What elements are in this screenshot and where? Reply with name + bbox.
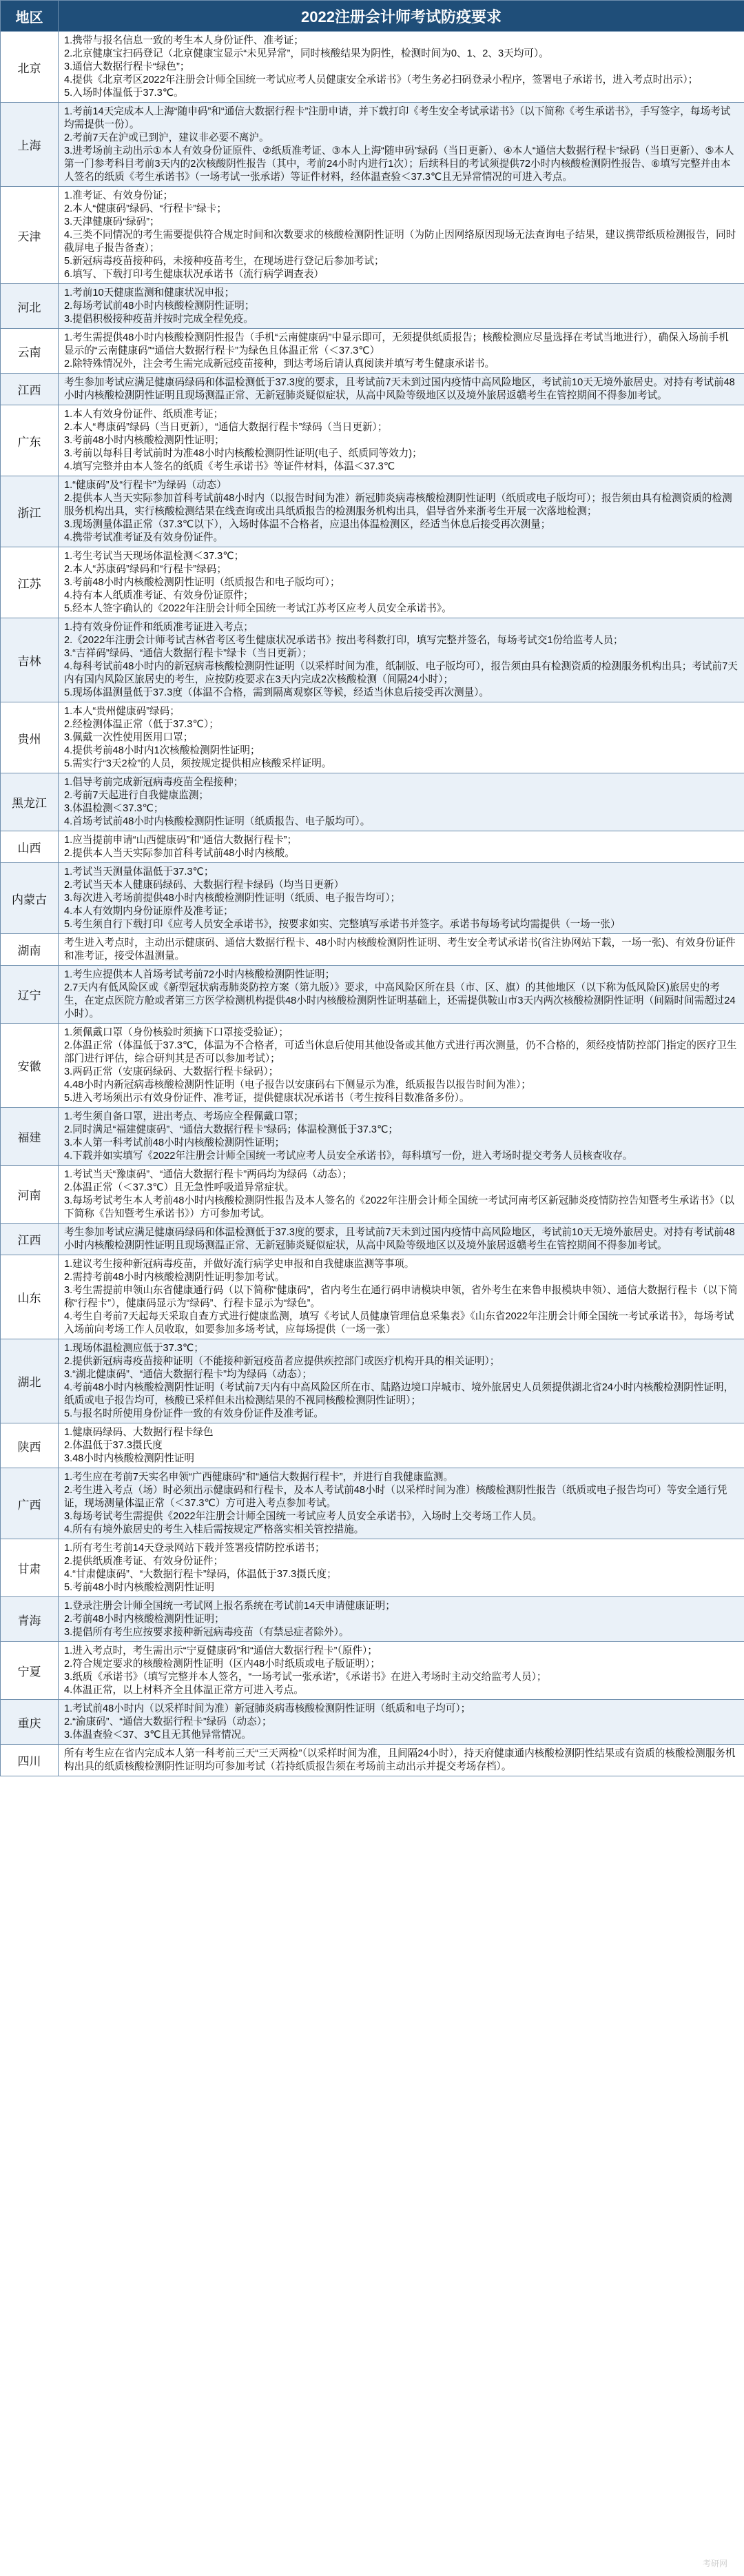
table-row — [1, 405, 744, 476]
requirement-line: 3.每次进入考场前提供48小时内核酸检测阴性证明（纸质、电子报告均可）； — [64, 893, 401, 904]
requirement-line: 2.7天内有低风险区或《新型冠状病毒肺炎防控方案（第九版）》要求，中高风险区所在县（市、区、旗）的其他地区（以下称为低风险区)旅居史的考生，在定点医院方舱或者第三方医学检测机构提供48小时内核酸检测阴性证明基础上，还需提供鞍山市3天内两次核酸检测阴性证明（间隔时间需超过24小时）。 — [64, 982, 736, 1020]
region-cell: 四川 — [1, 1745, 59, 1776]
requirements-cell — [59, 618, 744, 702]
table-row — [1, 1224, 744, 1255]
requirement-line: 1.登录注册会计师全国统一考试网上报名系统在考试前14天申请健康证明； — [64, 1601, 395, 1612]
requirement-line: 2.符合规定要求的核酸检测阴性证明（区内48小时纸质或电子版证明）； — [64, 1659, 380, 1670]
table-row — [1, 863, 744, 934]
requirement-line: 4.48小时内新冠病毒核酸检测阴性证明（电子报告以安康码右下侧显示为准，纸质报告以报告时间为准）； — [64, 1079, 531, 1091]
region-cell: 山西 — [1, 831, 59, 863]
requirement-line: 5.与报名时所使用身份证件一致的有效身份证件及准考证。 — [64, 1408, 324, 1419]
region-cell: 吉林 — [1, 618, 59, 702]
requirement-line: 1.所有考生考前14天登录网站下载并签署疫情防控承诺书； — [64, 1543, 325, 1554]
requirement-line: 2.除特殊情况外，注会考生需完成新冠疫苗接种，到达考场后请认真阅读并填写考生健康承诺书。 — [64, 358, 495, 369]
table-body — [1, 32, 744, 1776]
requirement-line: 3.本人第一科考试前48小时内核酸检测阴性证明； — [64, 1137, 285, 1148]
table-row — [1, 966, 744, 1024]
requirement-line: 1.持有效身份证件和纸质准考证进入考点； — [64, 622, 254, 633]
requirements-cell — [59, 1108, 744, 1166]
requirement-line: 3.现场测量体温正常（37.3℃以下），入场时体温不合格者，应退出体温检测区，经适当休息后接受再次测量； — [64, 519, 551, 530]
requirement-line: 4.提供《北京考区2022年注册会计师全国统一考试应考人员健康安全承诺书》（考生务必扫码登录小程序，签署电子承诺书，进入考点时出示）； — [64, 74, 699, 85]
requirement-line: 1.准考证、有效身份证； — [64, 190, 174, 201]
requirement-line: 1.本人“贵州健康码”绿码； — [64, 706, 180, 717]
requirement-line: 5.考生须自行下载打印《应考人员安全承诺书》，按要求如实、完整填写承诺书并签字。承诺书每场考试均需提供（一场一张） — [64, 919, 621, 930]
requirement-line: 5.现场体温测量低于37.3度（体温不合格，需到隔离观察区等候，经适当休息后接受再次测量）。 — [64, 687, 490, 698]
requirements-cell — [59, 374, 744, 405]
requirement-line: 3.“湖北健康码”、“通信大数据行程卡”均为绿码（动态）； — [64, 1369, 312, 1380]
requirement-line: 5.新冠病毒疫苗接种码，未接种疫苗考生，在现场进行登记后参加考试； — [64, 256, 384, 267]
region-cell: 河南 — [1, 1166, 59, 1224]
region-cell: 福建 — [1, 1108, 59, 1166]
region-cell: 江西 — [1, 1224, 59, 1255]
region-cell: 江西 — [1, 374, 59, 405]
requirements-cell — [59, 1339, 744, 1423]
requirement-line: 考生进入考点时，主动出示健康码、通信大数据行程卡、48小时内核酸检测阴性证明、考生安全考试承诺书(省注协网站下载，一场一张)、有效身份证件和准考证，接受体温测量。 — [64, 937, 736, 962]
requirement-line: 1.须佩戴口罩（身份核验时须摘下口罩接受验证）； — [64, 1027, 289, 1038]
table-row — [1, 1024, 744, 1108]
requirement-line: 1.“健康码”及“行程卡”为绿码（动态） — [64, 480, 227, 491]
requirement-line: 1.建议考生接种新冠病毒疫苗，并做好流行病学史申报和自我健康监测等事项。 — [64, 1259, 415, 1270]
requirement-line: 2.每场考试前48小时内核酸检测阴性证明； — [64, 301, 255, 312]
table-row — [1, 1642, 744, 1700]
requirement-line: 4.携带考试准考证及有效身份证件。 — [64, 532, 224, 543]
requirement-line: 2.提供本人当天实际参加首科考试前48小时内（以报告时间为准）新冠肺炎病毒核酸检测阴性证明（纸质或电子版均可）；报告须由具有检测资质的检测服务机构出具，实行核酸检测结果在线查询或出具纸质报告的检测服务机构出具，倡导省外来浙考生开展一次落地检测； — [64, 493, 732, 517]
requirements-cell — [59, 405, 744, 476]
requirement-line: 2.考前7天起进行自我健康监测； — [64, 790, 209, 801]
requirement-line: 3.佩戴一次性使用医用口罩； — [64, 732, 194, 743]
requirements-cell — [59, 1166, 744, 1224]
requirements-cell — [59, 476, 744, 547]
requirement-line: 5.需实行“3天2检”的人员，须按规定提供相应核酸采样证明。 — [64, 758, 332, 769]
requirements-cell — [59, 103, 744, 187]
requirement-line: 1.考生应在考前7天实名申领“广西健康码”和“通信大数据行程卡”，并进行自我健康监测。 — [64, 1472, 454, 1483]
requirement-line: 2.提供本人当天实际参加首科考试前48小时内核酸。 — [64, 848, 295, 859]
requirement-line: 2.本人“苏康码”绿码和“行程卡”绿码； — [64, 564, 227, 575]
requirement-line: 4.提供考前48小时内1次核酸检测阴性证明； — [64, 745, 260, 756]
requirement-line: 2.同时满足“福建健康码”、“通信大数据行程卡”绿码；体温检测低于37.3℃； — [64, 1124, 399, 1135]
requirement-line: 3.每场考试考生本人考前48小时内核酸检测阴性报告及本人签名的《2022年注册会计师全国统一考试河南考区新冠肺炎疫情防控告知暨考生承诺书》（以下简称《告知暨考生承诺书》）方可参加考试。 — [64, 1195, 734, 1219]
region-cell: 湖南 — [1, 934, 59, 966]
requirement-line: 2.体温正常（体温低于37.3℃，体温为不合格者，可适当休息后使用其他设备或其他方式进行再次测量，仍不合格的，须经疫情防控部门指定的医疗卫生部门进行评估，综合研判其是否可以参加考试）； — [64, 1040, 737, 1064]
requirement-line: 1.健康码绿码、大数据行程卡绿色 — [64, 1427, 214, 1438]
region-cell: 天津 — [1, 187, 59, 284]
table-row — [1, 1539, 744, 1597]
requirements-cell — [59, 1255, 744, 1339]
requirement-line: 3.提倡所有考生应按要求接种新冠病毒疫苗（有禁忌症者除外）。 — [64, 1627, 349, 1638]
region-cell: 重庆 — [1, 1700, 59, 1745]
table-row — [1, 1339, 744, 1423]
requirement-line: 3.考生需提前申领山东省健康通行码（以下简称“健康码”，省内考生在通行码申请模块申领，省外考生在来鲁申报模块申领）、通信大数据行程卡（以下简称“行程卡”），健康码显示为“绿码”、行程卡显示为“绿色”。 — [64, 1285, 738, 1309]
region-cell: 浙江 — [1, 476, 59, 547]
requirements-cell — [59, 1468, 744, 1539]
requirement-line: 2.北京健康宝扫码登记（北京健康宝显示“未见异常”，同时核酸结果为阴性，检测时间为0、1、2、3天均可）。 — [64, 48, 549, 59]
requirements-cell — [59, 187, 744, 284]
region-cell: 甘肃 — [1, 1539, 59, 1597]
region-cell: 贵州 — [1, 702, 59, 773]
requirement-line: 1.考生考试当天现场体温检测＜37.3℃； — [64, 551, 245, 562]
requirement-line: 2.考生进入考点（场）时必须出示健康码和行程卡，及本人考试前48小时（以采样时间为准）核酸检测阴性报告（纸质或电子报告均可）等安全通行凭证，现场测量体温正常（＜37.3℃）方可进入考点参加考试。 — [64, 1485, 727, 1509]
table-row — [1, 1597, 744, 1642]
requirement-line: 1.考前14天完成本人上海“随申码”和“通信大数据行程卡”注册申请，并下载打印《考生安全考试承诺书》（以下简称《考生承诺书》，手写签字，每场考试均需提供一份）。 — [64, 106, 731, 130]
requirement-line: 1.考生须自备口罩，进出考点、考场应全程佩戴口罩； — [64, 1111, 304, 1122]
requirement-line: 2.本人“健康码”绿码、“行程卡”绿卡； — [64, 203, 227, 214]
region-cell: 山东 — [1, 1255, 59, 1339]
requirement-line: 1.携带与报名信息一致的考生本人身份证件、准考证； — [64, 35, 304, 46]
table-row — [1, 773, 744, 831]
requirement-line: 4.每科考试前48小时内的新冠病毒核酸检测阴性证明（以采样时间为准，纸制版、电子版均可），报告须由具有检测资质的检测服务机构出具；考试前7天内有国内风险区旅居史的考生，应按防疫要求在3天内完成2次核酸检测（间隔24小时）； — [64, 661, 738, 685]
table-row — [1, 1423, 744, 1468]
requirement-line: 1.进入考点时，考生需出示“宁夏健康码”和“通信大数据行程卡”（原件）； — [64, 1645, 378, 1656]
region-cell: 辽宁 — [1, 966, 59, 1024]
region-cell: 江苏 — [1, 547, 59, 618]
requirement-line: 4.体温正常，以上材料齐全且体温正常方可进入考点。 — [64, 1685, 304, 1696]
requirements-cell — [59, 831, 744, 863]
requirement-line: 3.通信大数据行程卡“绿色”； — [64, 61, 190, 72]
region-cell: 陕西 — [1, 1423, 59, 1468]
table-row — [1, 1468, 744, 1539]
requirements-cell — [59, 284, 744, 329]
requirement-line: 6.填写、下载打印考生健康状况承诺书（流行病学调查表） — [64, 269, 324, 280]
requirement-line: 1.考前10天健康监测和健康状况申报； — [64, 287, 235, 298]
requirement-line: 2.本人“粤康码”绿码（当日更新），“通信大数据行程卡”绿码（当日更新）； — [64, 422, 388, 433]
region-cell: 北京 — [1, 32, 59, 103]
requirement-line: 3.纸质《承诺书》（填写完整并本人签名，“一场考试一张承诺”，《承诺书》在进入考场时主动交给监考人员）； — [64, 1672, 547, 1683]
table-row — [1, 1745, 744, 1776]
region-cell: 上海 — [1, 103, 59, 187]
region-cell: 青海 — [1, 1597, 59, 1642]
requirements-cell — [59, 1539, 744, 1597]
requirement-line: 1.考试前48小时内（以采样时间为准）新冠肺炎病毒核酸检测阴性证明（纸质和电子均可）； — [64, 1703, 471, 1714]
requirements-cell — [59, 329, 744, 374]
requirement-line: 3.“吉祥码”绿码、“通信大数据行程卡”绿卡（当日更新）； — [64, 648, 312, 659]
region-cell: 云南 — [1, 329, 59, 374]
requirement-line: 2.《2022年注册会计师考试吉林省考区考生健康状况承诺书》按出考科数打印，填写完整并签名，每场考试交1份给监考人员； — [64, 635, 623, 646]
requirement-line: 1.应当提前申请“山西健康码”和“通信大数据行程卡”； — [64, 835, 298, 846]
region-cell: 内蒙古 — [1, 863, 59, 934]
requirements-cell — [59, 32, 744, 103]
requirement-line: 4.本人有效期内身份证原件及准考证； — [64, 906, 234, 917]
requirement-line: 4.填写完整并由本人签名的纸质《考生承诺书》等证件材料，体温＜37.3℃ — [64, 461, 395, 472]
requirements-cell — [59, 1642, 744, 1700]
requirement-line: 3.天津健康码“绿码”； — [64, 216, 160, 227]
requirement-line: 4.“甘肃健康码”、“大数据行程卡”绿码，体温低于37.3摄氏度； — [64, 1569, 337, 1580]
region-cell: 湖北 — [1, 1339, 59, 1423]
requirements-cell — [59, 702, 744, 773]
table-row — [1, 702, 744, 773]
table-row — [1, 1166, 744, 1224]
requirement-line: 2.需持考前48小时内核酸检测阴性证明参加考试。 — [64, 1272, 285, 1283]
requirement-line: 4.下载并如实填写《2022年注册会计师全国统一考试应考人员安全承诺书》，每科填写一份，进入考场时提交考务人员核查收存。 — [64, 1150, 633, 1162]
requirement-line: 2.体温正常（＜37.3℃）且无急性呼吸道异常症状。 — [64, 1182, 295, 1193]
table-title: 2022注册会计师考试防疫要求 — [59, 1, 744, 32]
requirement-line: 2.体温低于37.3摄氏度 — [64, 1440, 163, 1451]
requirement-line: 考生参加考试应满足健康码绿码和体温检测低于37.3度的要求，且考试前7天未到过国内疫情中高风险地区，考试前10天无境外旅居史。对持有考试前48小时内核酸检测阴性证明且现场测温正常、无新冠肺炎疑似症状，从高中风险等级地区以及境外旅居返赣考生在管控期间不得参加考试。 — [64, 377, 735, 401]
region-cell: 河北 — [1, 284, 59, 329]
requirements-cell — [59, 1597, 744, 1642]
region-cell: 宁夏 — [1, 1642, 59, 1700]
table-row — [1, 103, 744, 187]
table-row — [1, 476, 744, 547]
watermark-credit: 考研网 — [702, 2559, 727, 2568]
table-row — [1, 32, 744, 103]
requirement-line: 2.考试当天本人健康码绿码、大数据行程卡绿码（均当日更新） — [64, 880, 344, 891]
requirement-line: 5.经本人签字确认的《2022年注册会计师全国统一考试江苏考区应考人员安全承诺书》。 — [64, 603, 452, 614]
table-row — [1, 547, 744, 618]
requirements-cell — [59, 966, 744, 1024]
table-row — [1, 1700, 744, 1745]
requirement-line: 4.首场考试前48小时内核酸检测阴性证明（纸质报告、电子版均可）。 — [64, 816, 371, 827]
requirement-line: 3.48小时内核酸检测阴性证明 — [64, 1453, 194, 1464]
requirement-line: 4.三类不同情况的考生需要提供符合规定时间和次数要求的核酸检测阴性证明（为防止因网络原因现场无法查询电子结果，建议携带纸质检测报告，同时截屏电子报告备查）； — [64, 230, 736, 254]
table-row — [1, 1255, 744, 1339]
requirements-cell — [59, 1745, 744, 1776]
requirement-line: 3.两码正常（安康码绿码、大数据行程卡绿码）； — [64, 1066, 279, 1077]
requirement-line: 2.“渝康码”、“通信大数据行程卡”绿码（动态）； — [64, 1716, 272, 1727]
table-row — [1, 374, 744, 405]
region-cell: 广西 — [1, 1468, 59, 1539]
requirement-line: 2.考前48小时内核酸检测阴性证明； — [64, 1614, 225, 1625]
requirements-cell — [59, 934, 744, 966]
requirement-line: 3.考前48小时内核酸检测阴性证明； — [64, 435, 225, 446]
requirement-line: 4.持有本人纸质准考证、有效身份证原件； — [64, 590, 254, 601]
requirement-line: 1.考试当天“豫康码”、“通信大数据行程卡”两码均为绿码（动态）； — [64, 1169, 353, 1180]
requirement-line: 1.本人有效身份证件、纸质准考证； — [64, 409, 224, 420]
requirement-line: 2.提供新冠病毒疫苗接种证明（不能接种新冠疫苗者应提供疾控部门或医疗机构开具的相关证明）； — [64, 1356, 500, 1367]
requirement-line: 3.考前以每科目考试前时为准48小时内核酸检测阴性证明(电子、纸质同等效力)； — [64, 448, 422, 459]
region-cell: 安徽 — [1, 1024, 59, 1108]
region-cell: 广东 — [1, 405, 59, 476]
requirement-line: 4.考生自考前7天起每天采取自查方式进行健康监测，填写《考试人员健康管理信息采集表》《山东省2022年注册会计师全国统一考试承诺书》，每场考试入场前向考场工作人员收取，如要参加多场考试，应每场提供（一场一张） — [64, 1311, 734, 1335]
requirement-line: 3.每场考试考生需提供《2022年注册会计师全国统一考试应考人员安全承诺书》，入场时上交考场工作人员。 — [64, 1511, 543, 1522]
requirements-cell — [59, 1024, 744, 1108]
table-row — [1, 187, 744, 284]
requirements-cell — [59, 1423, 744, 1468]
requirement-line: 1.考试当天测量体温低于37.3℃； — [64, 866, 214, 878]
requirement-line: 1.现场体温检测应低于37.3℃； — [64, 1343, 204, 1354]
region-column-header: 地区 — [1, 1, 59, 32]
requirement-line: 2.经检测体温正常（低于37.3℃）； — [64, 719, 219, 730]
requirement-line: 1.考生需提供48小时内核酸检测阴性报告（手机“云南健康码”中显示即可，无须提供纸质报告；核酸检测应尽量选择在考试当地进行），确保入场前手机显示的“云南健康码”“通信大数据行程卡”为绿色且体温正常（＜37.3℃） — [64, 332, 729, 356]
requirement-line: 2.考前7天在沪或已到沪，建议非必要不离沪。 — [64, 132, 269, 143]
requirement-line: 考生参加考试应满足健康码绿码和体温检测低于37.3度的要求，且考试前7天未到过国内疫情中高风险地区，考试前10天无境外旅居史。对持有考试前48小时内核酸检测阴性证明且现场测温正常、无新冠肺炎疑似症状，从高中风险等级地区以及境外旅居返赣考生在管控期间不得参加考试。 — [64, 1227, 735, 1251]
requirement-line: 3.体温查验＜37、3℃且无其他异常情况。 — [64, 1730, 251, 1741]
requirements-cell — [59, 1700, 744, 1745]
requirement-line: 5.入场时体温低于37.3℃。 — [64, 88, 184, 99]
requirement-line: 5.考前48小时内核酸检测阴性证明 — [64, 1582, 215, 1593]
requirement-line: 4.考前48小时内核酸检测阴性证明（考试前7天内有中高风险区所在市、陆路边境口岸城市、境外旅居史人员须提供湖北省24小时内核酸检测阴性证明，纸质或电子报告均可，核酸已采样但未出检测结果的不视同核酸检测阴性证明）； — [64, 1382, 734, 1406]
table-row — [1, 934, 744, 966]
requirement-line: 2.提供纸质准考证、有效身份证件； — [64, 1556, 224, 1567]
requirement-line: 3.进考场前主动出示①本人有效身份证原件、②纸质准考证、③本人上海“随申码”绿码（当日更新）、④本人“通信大数据行程卡”绿码（当日更新）、⑤本人第一门参考科目考前3天内的2次核酸阴性报告（其中，考前24小时内进行1次）；后续科目的考试须提供72小时内核酸检测阴性报告、⑥填写完整并由本人签名的纸质《考生承诺书》（一场考试一张承诺）等证件材料，经体温查验＜37.3℃且无异常情况的可进入考点。 — [64, 145, 734, 183]
requirement-line: 3.提倡积极接种疫苗并按时完成全程免疫。 — [64, 314, 254, 325]
requirements-cell — [59, 1224, 744, 1255]
requirement-line: 3.体温检测＜37.3℃； — [64, 803, 164, 814]
requirements-cell — [59, 863, 744, 934]
header-row — [1, 1, 744, 32]
region-cell: 黑龙江 — [1, 773, 59, 831]
requirement-line: 1.考生应提供本人首场考试考前72小时内核酸检测阴性证明； — [64, 969, 335, 980]
requirement-line: 4.所有有境外旅居史的考生入桂后需按规定严格落实相关管控措施。 — [64, 1524, 364, 1535]
requirements-cell — [59, 547, 744, 618]
requirement-line: 5.进入考场须出示有效身份证件、准考证，提供健康状况承诺书（考生按科目数准备多份）。 — [64, 1093, 470, 1104]
requirement-line: 所有考生应在省内完成本人第一科考前三天“三天两检”（以采样时间为准，且间隔24小时），持天府健康通内核酸检测阴性结果或有资质的核酸检测服务机构出具的纸质核酸检测阴性证明均可参加考试（若持纸质报告须在考场前主动出示并提交考场存档）。 — [64, 1748, 736, 1772]
requirements-cell — [59, 773, 744, 831]
table-row — [1, 284, 744, 329]
table-row — [1, 1108, 744, 1166]
requirement-line: 3.考前48小时内核酸检测阴性证明（纸质报告和电子版均可）； — [64, 577, 340, 588]
table-row — [1, 329, 744, 374]
table-row — [1, 831, 744, 863]
table-row — [1, 618, 744, 702]
requirement-line: 1.倡导考前完成新冠病毒疫苗全程接种； — [64, 777, 244, 788]
